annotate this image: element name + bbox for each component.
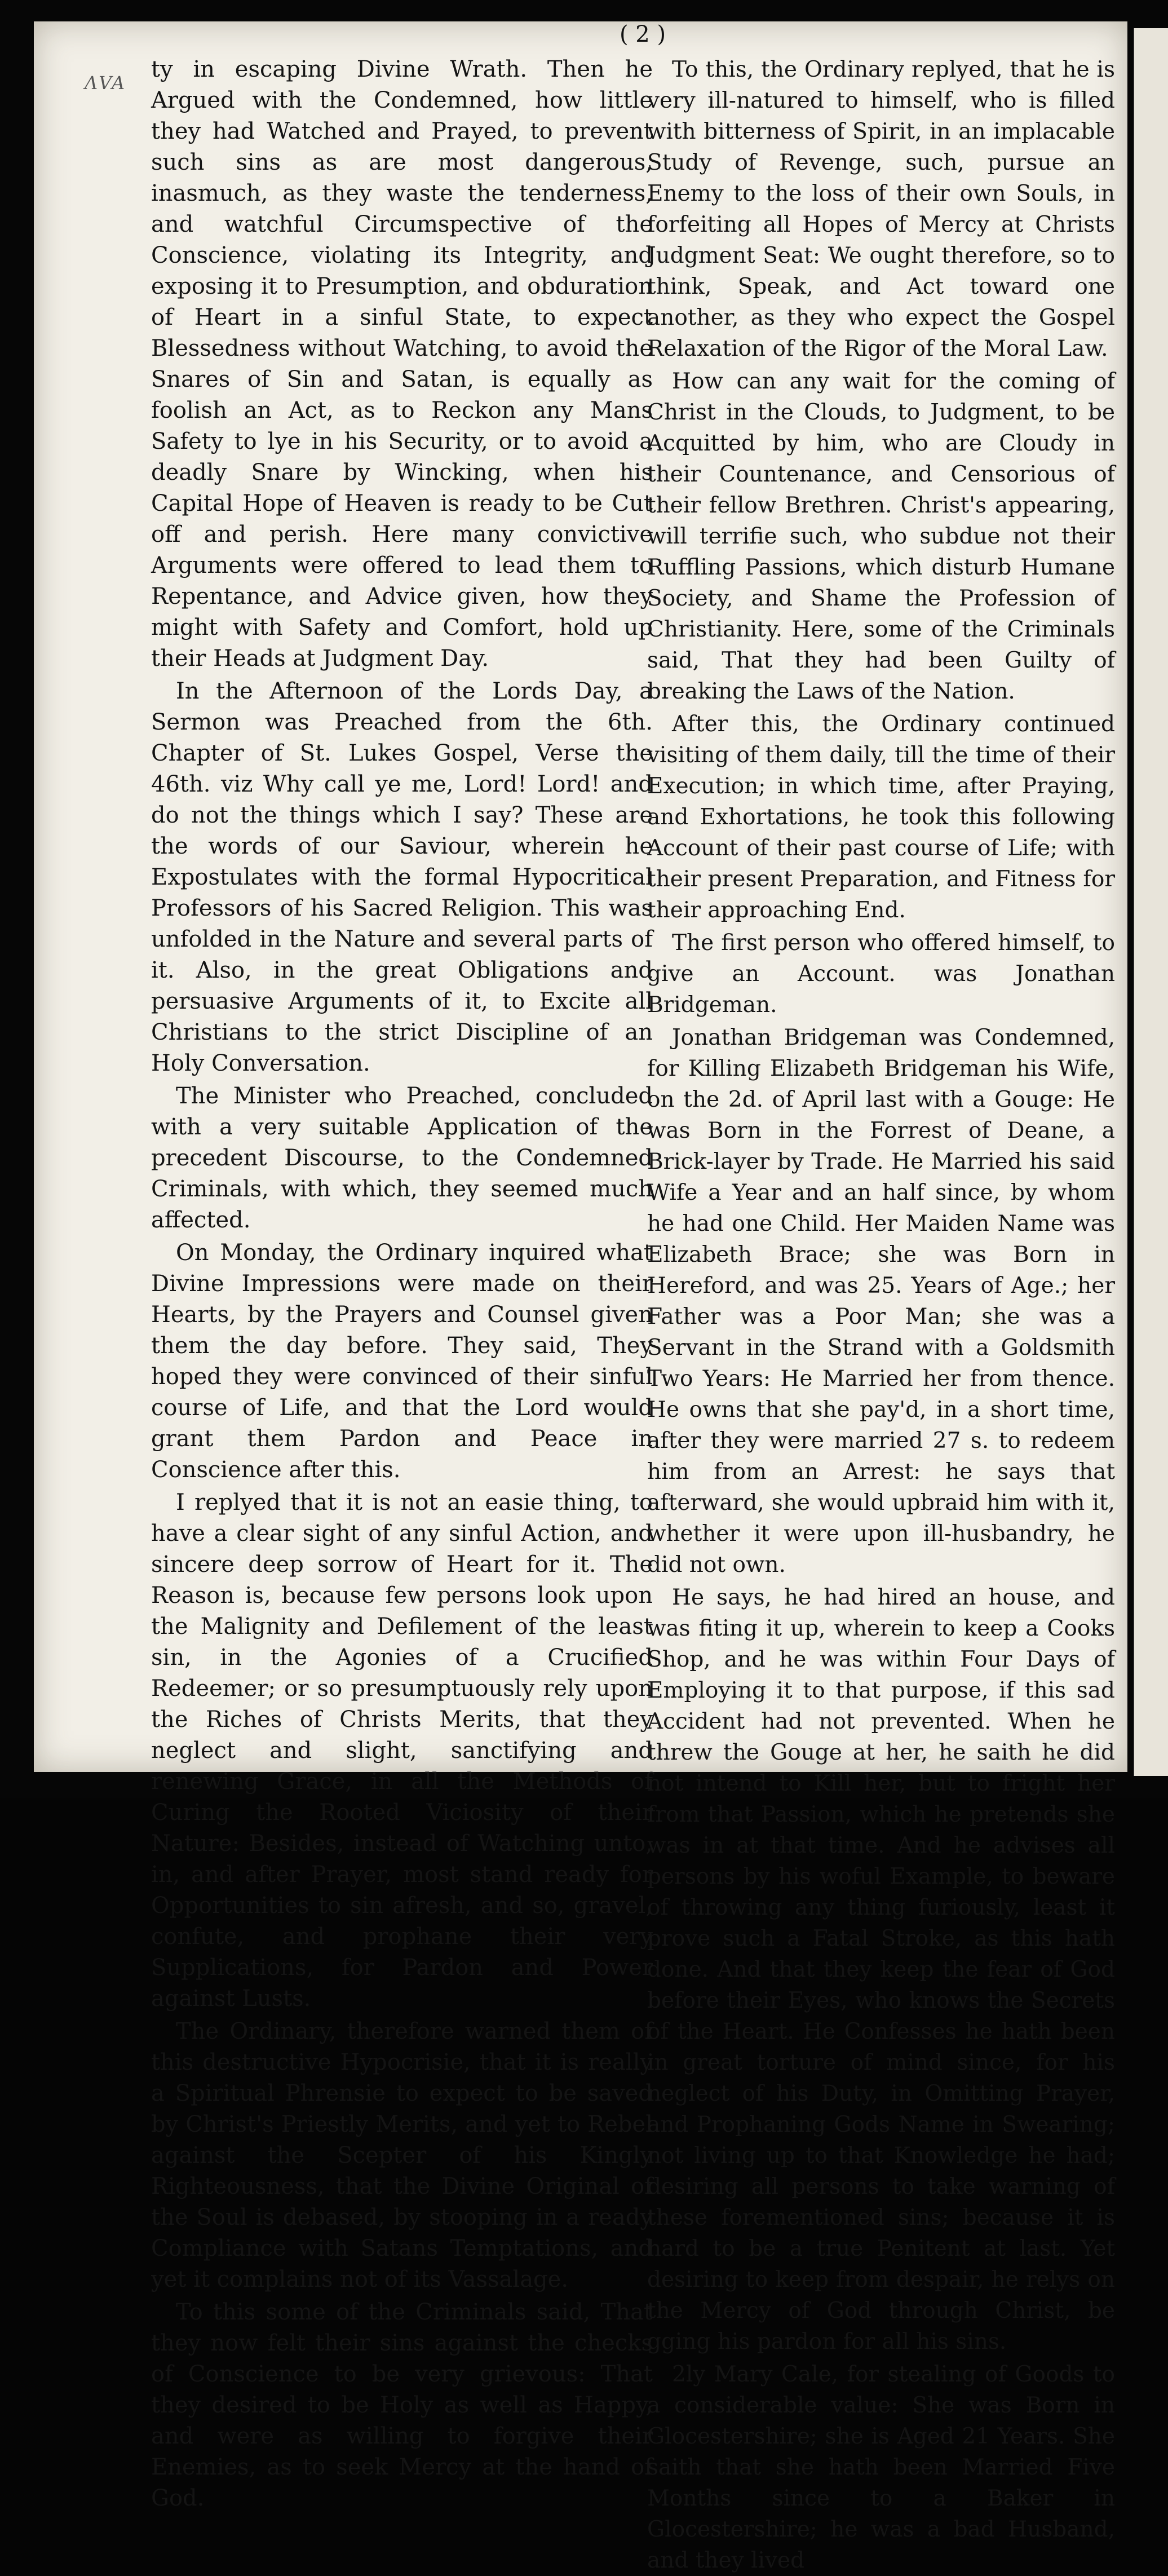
paragraph: I replyed that it is not an easie thing, to have a clear sight of any sinful Action, and sincere deep sorrow of Heart for it. The Reason is, because few persons look upon the Malignity and Defilement of the least sin, in the Agonies of a Crucified Redeemer; or so presumptuously rely upon the Riches of Christs Merits, that they neglect and slight, sanctifying and renewing Grace, in all the Methods of Curing the Rooted Viciosity of their Nature: Besides, instead of Watching unto, in, and after Prayer, most stand ready for Opportunities to sin afresh, and so, gravel, confute, and prophane their very Supplications, for Pardon and Power against Lusts. <box>151 1490 653 2012</box>
paragraph: How can any wait for the coming of Christ in the Clouds, to Judgment, to be Acquitted by him, who are Cloudy in their Countenance, and Censorious of their fellow Brethren. Christ's appearing, will terrifie such, who subdue not their Ruffling Passions, which disturb Humane Society, and Shame the Profession of Christianity. Here, some of the Criminals said, That they had been Guilty of breaking the Laws of the Nation. <box>647 369 1115 704</box>
paragraph: He says, he had hired an house, and was fiting it up, wherein to keep a Cooks Shop, and he was within Four Days of Employing it to that purpose, if this sad Accident had not prevented. When he threw the Gouge at her, he saith he did not intend to Kill her, but to fright her from that Passion, which he pretends she was in at that time. And he advises all persons by his woful Example, to beware of throwing any thing furiously, least it prove such a Fatal Stroke, as this hath done. And that they keep the fear of God before their Eyes, who knows the Secrets of the Heart. He Confesses he hath been in great torture of mind since, for his neglect of his Duty, in Omitting Prayer, and Prophaning Gods Name in Swearing; not living up to that Knowledge he had; desiring all persons to take warning of these forementioned sins; because it is hard to be a true Penitent at last. Yet desiring to keep from despair, he relys on the Mercy of God through Christ, be gging his pardon for all his sins. <box>647 1585 1115 2354</box>
paragraph: The Minister who Preached, concluded with a very suitable Application of the precedent Discourse, to the Condemned Criminals, with which, they seemed much affected. <box>151 1083 653 1233</box>
page-number: ( 2 ) <box>619 21 666 47</box>
right-text-column <box>647 54 1115 2576</box>
paragraph: On Monday, the Ordinary inquired what Divine Impressions were made on their Hearts, by the Prayers and Counsel given them the day before. They said, They hoped they were convinced of their sinful course of Life, and that the Lord would grant them Pardon and Peace in Conscience after this. <box>151 1240 653 1483</box>
paragraph: To this, the Ordinary replyed, that he is very ill-natured to himself, who is filled with bitterness of Spirit, in an implacable Study of Revenge, such, pursue an Enemy to the loss of their own Souls, in forfeiting all Hopes of Mercy at Christs Judgment Seat: We ought therefore, so to think, Speak, and Act toward one another, as they who expect the Gospel Relaxation of the Rigor of the Moral Law. <box>647 57 1115 361</box>
margin-annotation: ɅVA <box>85 72 126 94</box>
paragraph: In the Afternoon of the Lords Day, a Sermon was Preached from the 6th. Chapter of St. Lukes Gospel, Verse the 46th. viz Why call ye me, Lord! Lord! and do not the things which I say? These are the words of our Saviour, wherein he Expostulates with the formal Hypocritical Professors of his Sacred Religion. This was unfolded in the Nature and several parts of it. Also, in the great Obligations and persuasive Arguments of it, to Excite all Christians to the strict Discipline of an Holy Conversation. <box>151 678 653 1076</box>
paragraph: To this some of the Criminals said, That they now felt their sins against the checks of Conscience to be very grievous: That they desired to be Holy as well as Happy, and were as willing to forgive their Enemies, as to seek Mercy at the hand of God. <box>151 2299 653 2511</box>
paragraph: 2ly Mary Cale, for stealing of Goods to a considerable value: She was Born in Glocestershire; she is Aged 21 Years. She saith that she hath been Married Five Months since to a Baker in Glocestershire; he was a bad Husband, and they lived <box>647 2362 1115 2573</box>
paragraph: After this, the Ordinary continued visiting of them daily, till the time of their Execution; in which time, after Praying, and Exhortations, he took this following Account of their past course of Life; with their present Preparation, and Fitness for their approaching End. <box>647 712 1115 923</box>
paragraph: ty in escaping Divine Wrath. Then he Argued with the Condemned, how little they had Watched and Prayed, to prevent such sins as are most dangerous, inasmuch, as they waste the tenderness, and watchful Circumspective of the Conscience, violating its Integrity, and exposing it to Presumption, and obduration of Heart in a sinful State, to expect Blessedness without Watching, to avoid the Snares of Sin and Satan, is equally as foolish an Act, as to Reckon any Mans Safety to lye in his Security, or to avoid a deadly Snare by Wincking, when his Capital Hope of Heaven is ready to be Cut off and perish. Here many convictive Arguments were offered to lead them to Repentance, and Advice given, how they might with Safety and Comfort, hold up their Heads at Judgment Day. <box>151 56 653 671</box>
paragraph: Jonathan Bridgeman was Condemned, for Killing Elizabeth Bridgeman his Wife, on the 2d. of April last with a Gouge: He was Born in the Forrest of Deane, a Brick-layer by Trade. He Married his said Wife a Year and an half since, by whom he had one Child. Her Maiden Name was Elizabeth Brace; she was Born in Hereford, and was 25. Years of Age.; her Father was a Poor Man; she was a Servant in the Strand with a Goldsmith Two Years: He Married her from thence. He owns that she pay'd, in a short time, after they were married 27 s. to redeem him from an Arrest: he says that afterward, she would upbraid him with it, whether it were upon ill-husbandry, he did not own. <box>647 1025 1115 1578</box>
paragraph: The Ordinary, therefore warned them of this destructive Hypocrisie, that it is really a Spiritual Phrensie to expect to be saved by Christ's Priestly Merits, and yet to Rebel against the Scepter of his Kingly Righteousness, that the Divine Original of the Soul is debased, by stooping in a ready Compliance with Satans Temptations, and yet it complains not of its Vassalage. <box>151 2018 653 2292</box>
paragraph: The first person who offered himself, to give an Account. was Jonathan Bridgeman. <box>647 930 1115 1018</box>
adjacent-page-edge <box>1133 28 1168 1776</box>
left-text-column <box>151 54 653 2514</box>
